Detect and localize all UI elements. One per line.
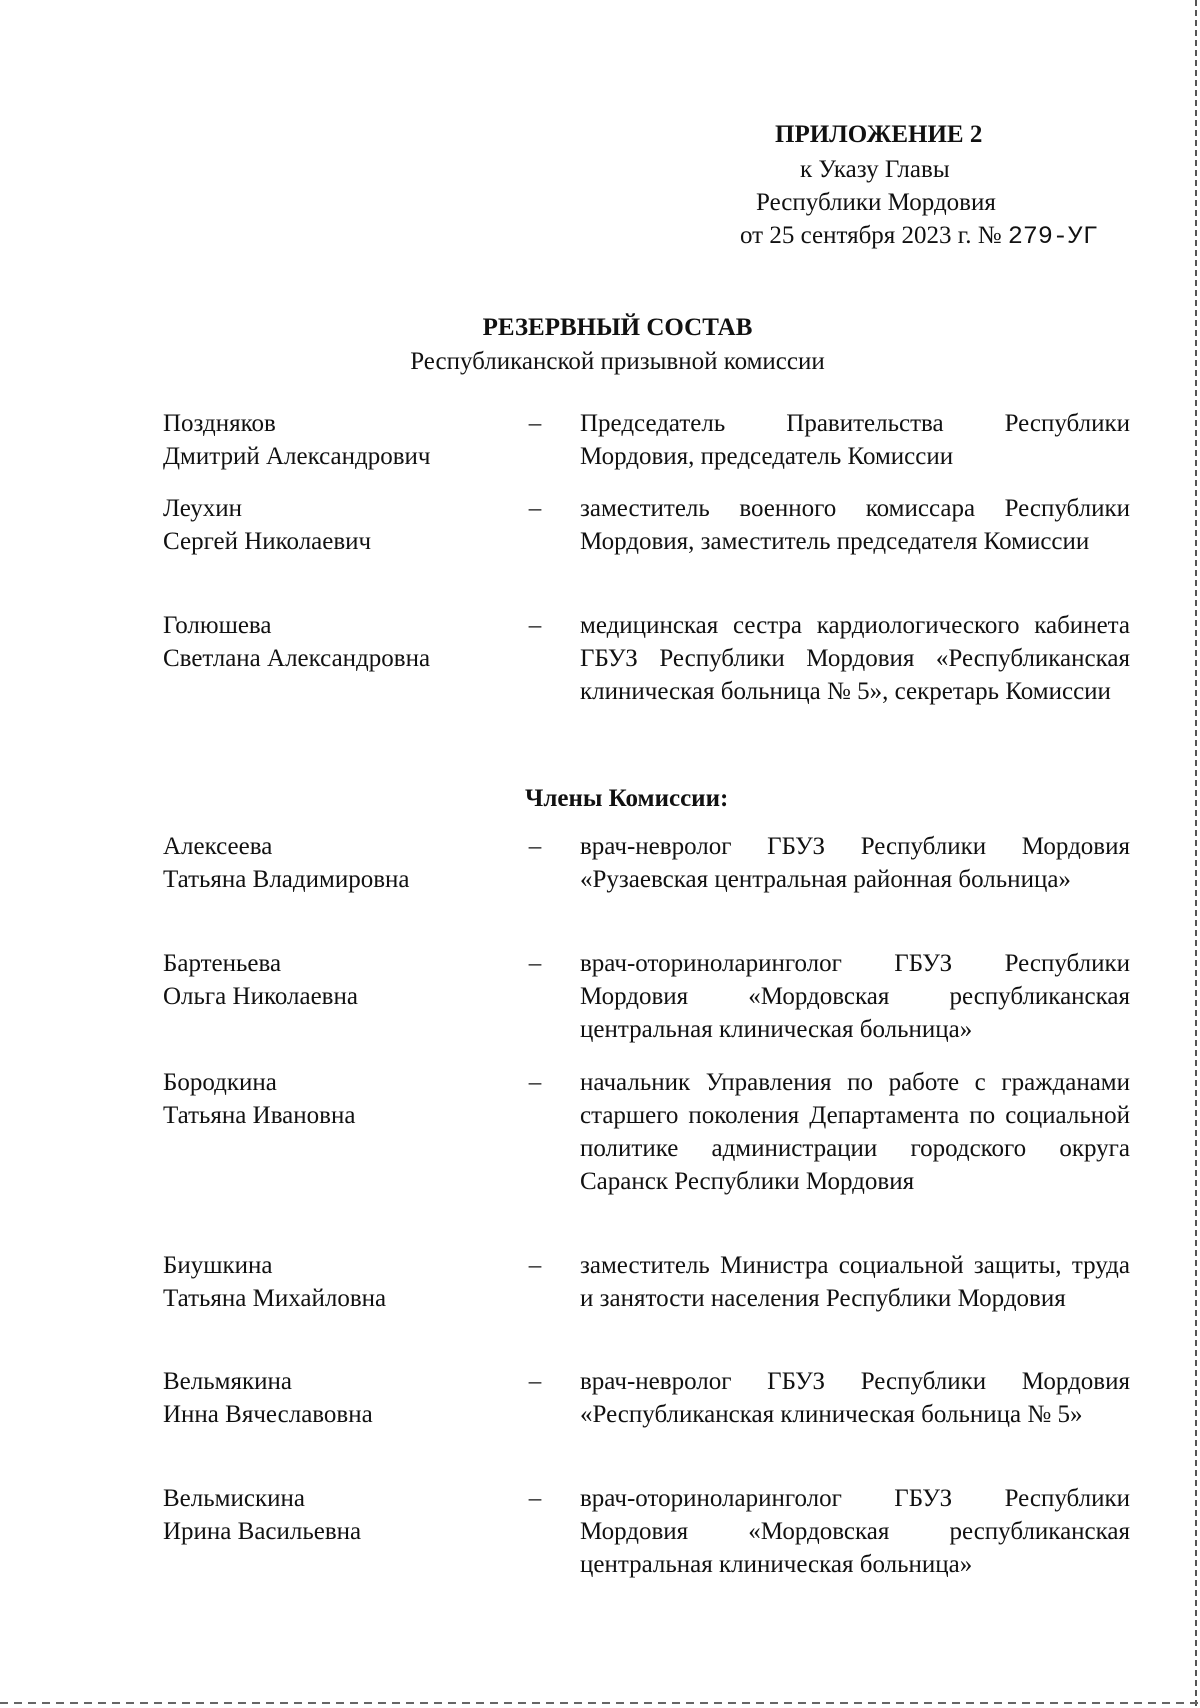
person-surname: Леухин bbox=[163, 495, 243, 522]
title-subtitle: Республиканской призывной комиссии bbox=[410, 348, 825, 375]
appendix-label: ПРИЛОЖЕНИЕ 2 bbox=[775, 121, 983, 148]
person-surname: Голюшева bbox=[163, 612, 272, 639]
person-position: врач-невролог ГБУЗ Республики Мордовия «Рузаевская центральная районная больница» bbox=[580, 833, 1130, 893]
person-given-names: Ирина Васильевна bbox=[163, 1518, 362, 1545]
document-title bbox=[0, 311, 1200, 379]
person-surname: Алексеева bbox=[163, 833, 273, 860]
person-position: заместитель военного комиссара Республики Мордовия, заместитель председателя Комиссии bbox=[580, 495, 1130, 555]
person-position: врач-оториноларинголог ГБУЗ Республики Мордовия «Мордовская республиканская центральная клиническая больница» bbox=[580, 950, 1130, 1043]
appendix-number: 279-УГ bbox=[1007, 222, 1098, 251]
person-surname: Поздняков bbox=[163, 410, 276, 437]
person-position: врач-невролог ГБУЗ Республики Мордовия «Республиканская клиническая больница № 5» bbox=[580, 1368, 1130, 1428]
person-name bbox=[163, 1066, 503, 1132]
appendix-decree-ref: к Указу Главы bbox=[800, 156, 950, 183]
person-surname: Вельмякина bbox=[163, 1368, 292, 1395]
dash-separator: – bbox=[528, 1252, 542, 1279]
appendix-date-line bbox=[740, 219, 1098, 253]
appendix-date: от 25 сентября 2023 г. № bbox=[740, 222, 1002, 249]
dash-separator: – bbox=[528, 1368, 542, 1395]
person-name bbox=[163, 407, 503, 473]
person-position: Председатель Правительства Республики Мордовия, председатель Комиссии bbox=[580, 410, 1130, 470]
person-given-names: Дмитрий Александрович bbox=[163, 443, 431, 470]
person-name bbox=[163, 947, 503, 1013]
members-heading: Члены Комиссии: bbox=[525, 785, 729, 812]
person-surname: Вельмискина bbox=[163, 1485, 305, 1512]
scan-edge-bottom bbox=[0, 1702, 1200, 1704]
dash-separator: – bbox=[528, 1485, 542, 1512]
person-given-names: Татьяна Владимировна bbox=[163, 866, 410, 893]
person-surname: Биушкина bbox=[163, 1252, 273, 1279]
dash-separator: – bbox=[528, 950, 542, 977]
person-given-names: Ольга Николаевна bbox=[163, 983, 358, 1010]
person-position: медицинская сестра кардиологического кабинета ГБУЗ Республики Мордовия «Республиканская клиническая больница № 5», секретарь Комиссии bbox=[580, 612, 1130, 705]
person-given-names: Светлана Александровна bbox=[163, 645, 431, 672]
dash-separator: – bbox=[528, 833, 542, 860]
dash-separator: – bbox=[528, 612, 542, 639]
dash-separator: – bbox=[528, 410, 542, 437]
person-surname: Бородкина bbox=[163, 1069, 277, 1096]
person-name bbox=[163, 1482, 503, 1548]
person-surname: Бартеньева bbox=[163, 950, 282, 977]
person-name bbox=[163, 492, 503, 558]
person-given-names: Татьяна Михайловна bbox=[163, 1285, 387, 1312]
title-main: РЕЗЕРВНЫЙ СОСТАВ bbox=[482, 314, 753, 341]
person-position: заместитель Министра социальной защиты, труда и занятости населения Республики Мордовия bbox=[580, 1252, 1130, 1312]
scan-edge-right bbox=[1195, 0, 1197, 1708]
person-given-names: Сергей Николаевич bbox=[163, 528, 372, 555]
person-given-names: Инна Вячеславовна bbox=[163, 1401, 373, 1428]
appendix-republic: Республики Мордовия bbox=[756, 189, 996, 216]
person-given-names: Татьяна Ивановна bbox=[163, 1102, 356, 1129]
person-position: врач-оториноларинголог ГБУЗ Республики Мордовия «Мордовская республиканская центральная клиническая больница» bbox=[580, 1485, 1130, 1578]
person-name bbox=[163, 1249, 503, 1315]
dash-separator: – bbox=[528, 495, 542, 522]
person-position: начальник Управления по работе с гражданами старшего поколения Департамента по социальной политике администрации городского округа Саранск Республики Мордовия bbox=[580, 1069, 1130, 1195]
person-name bbox=[163, 1365, 503, 1431]
person-name bbox=[163, 830, 503, 896]
person-name bbox=[163, 609, 503, 675]
dash-separator: – bbox=[528, 1069, 542, 1096]
